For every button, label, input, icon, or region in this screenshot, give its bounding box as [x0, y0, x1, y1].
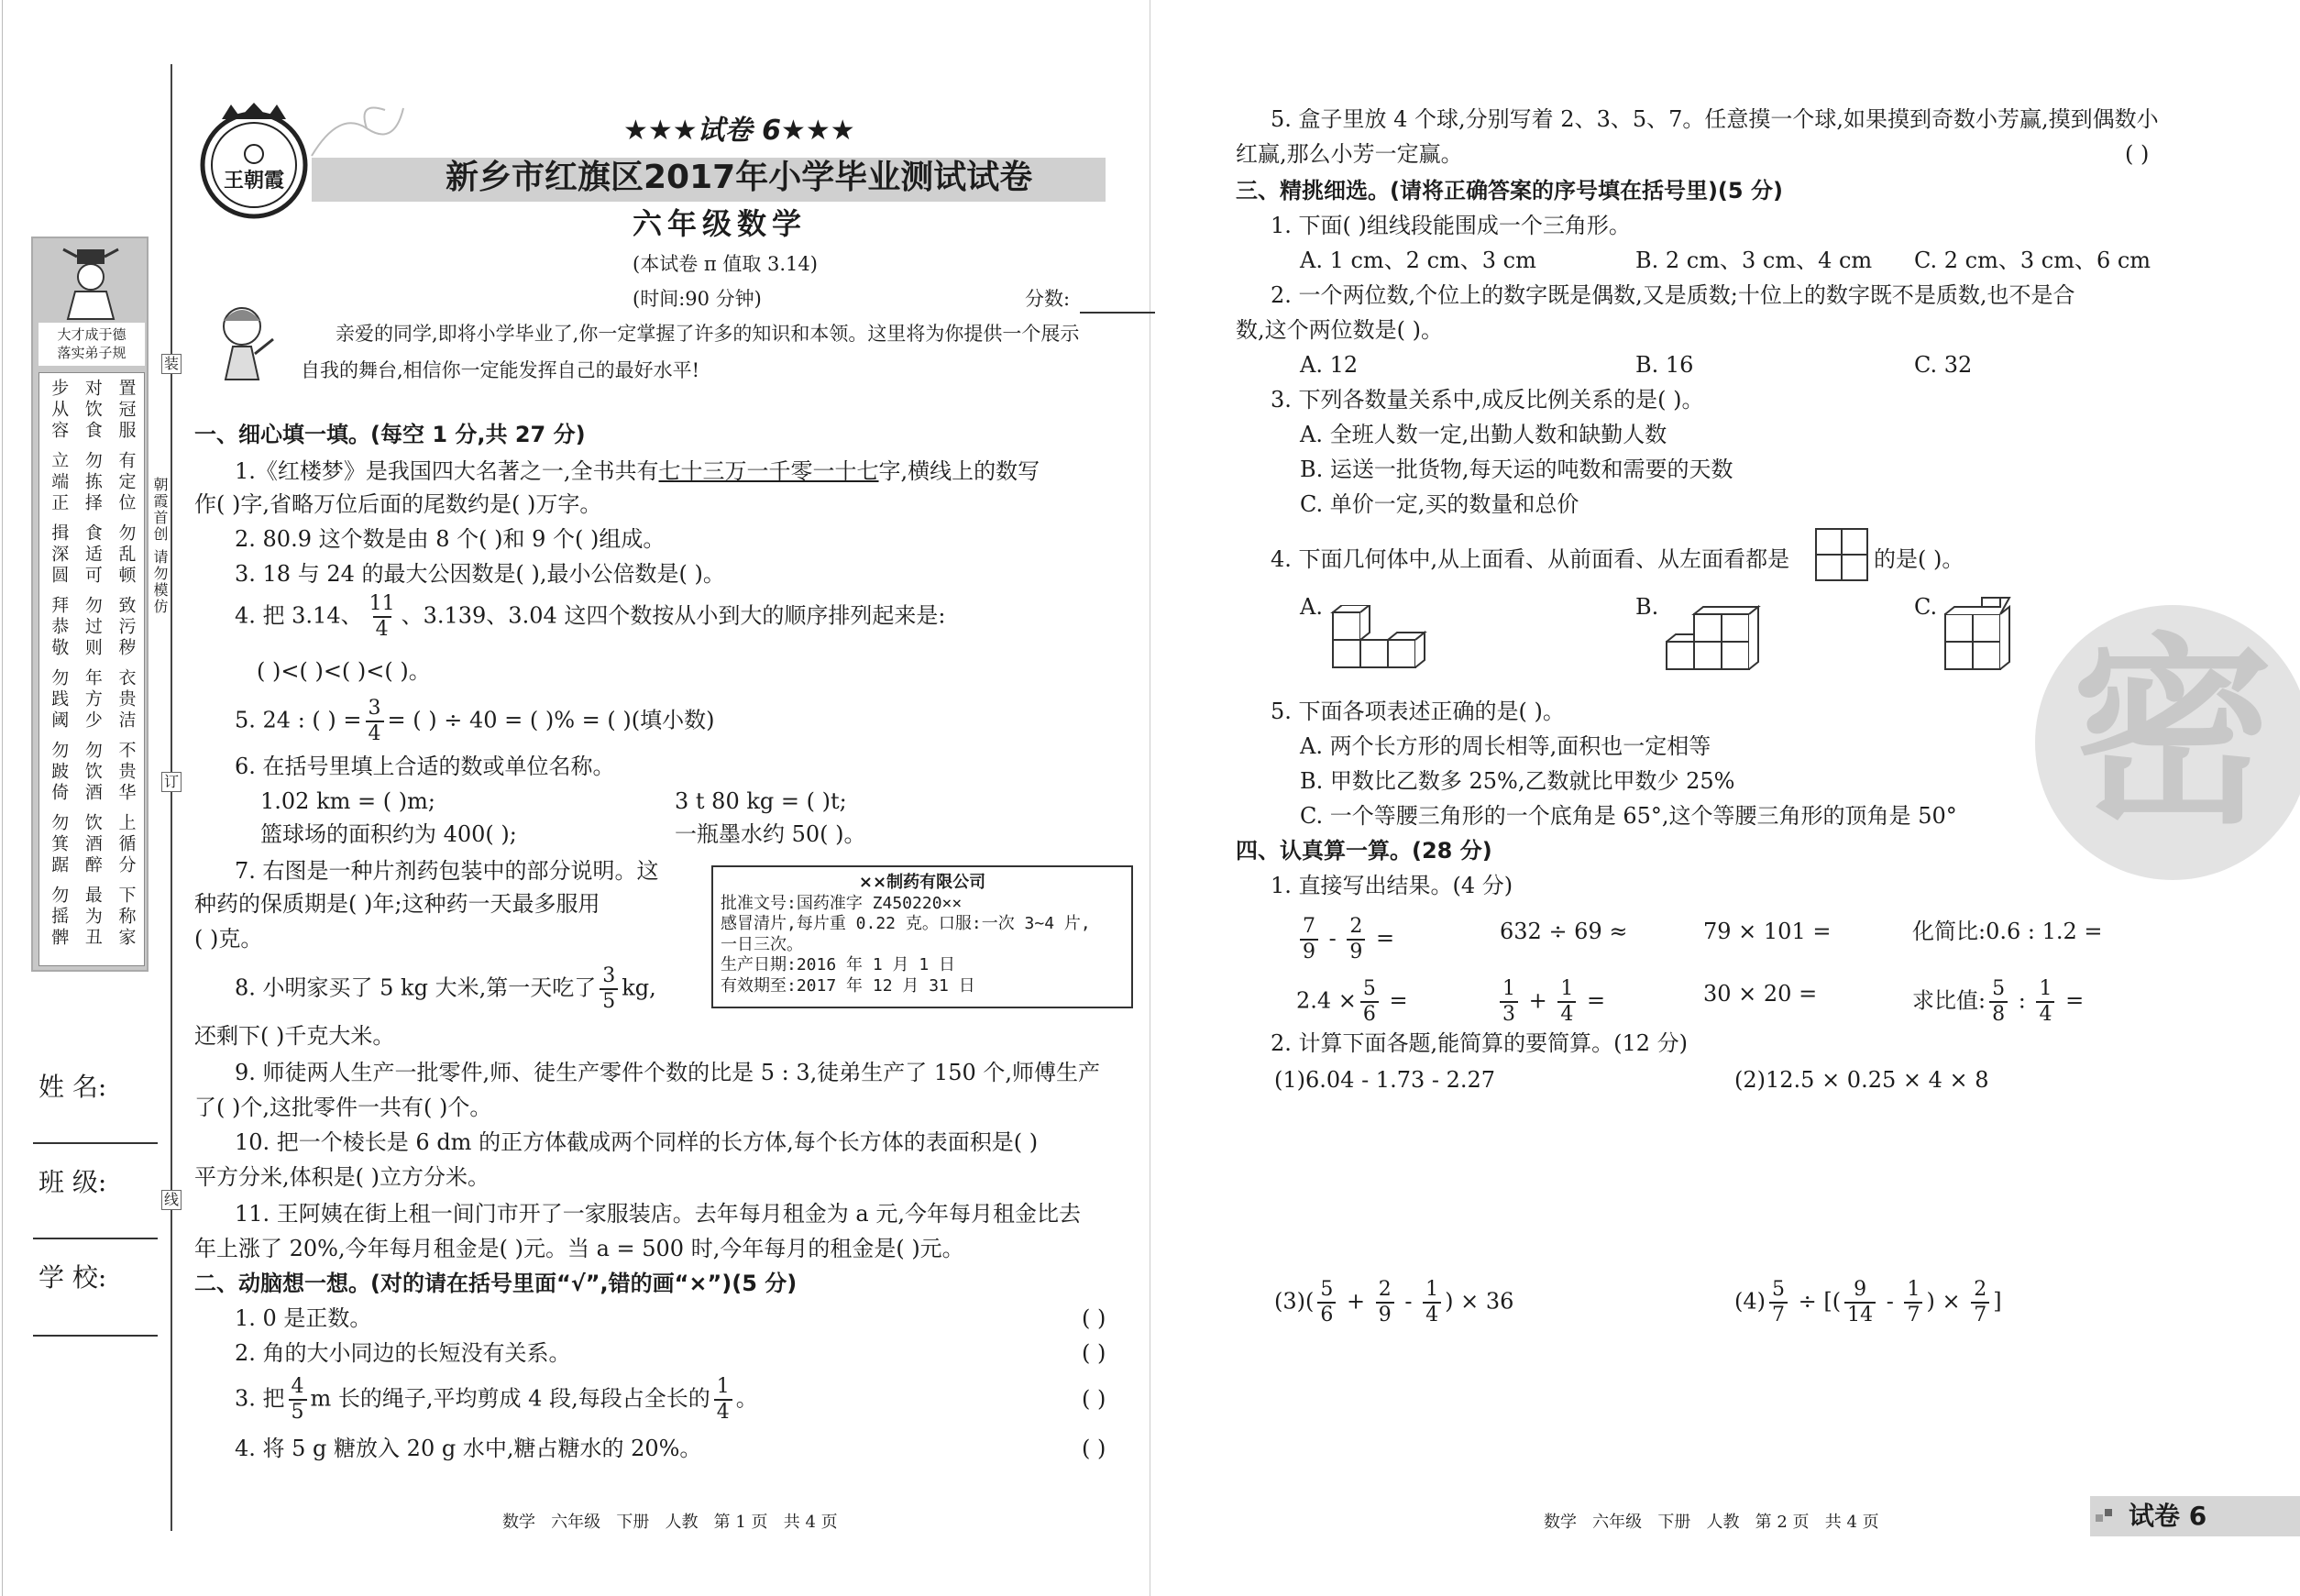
q2[interactable]: 2. 80.9 这个数是由 8 个( )和 9 个( )组成。	[235, 526, 666, 552]
tf-q4-answer[interactable]: ( )	[1082, 1436, 1106, 1461]
r-q5-line1: 5. 盒子里放 4 个球,分别写着 2、3、5、7。任意摸一个球,如果摸到奇数小芳赢,摸到偶数小	[1271, 106, 2159, 132]
rule-col: 致污秽	[116, 596, 137, 659]
calc-e2[interactable]: 632 ÷ 69 ≈	[1500, 919, 1628, 944]
copyright-note: 朝霞首创 请勿模仿	[151, 477, 169, 616]
rule-col: 勿过则	[82, 596, 103, 659]
mc4-option-a[interactable]: A.	[1300, 594, 1323, 620]
section4-title: 四、认真算一算。(28 分)	[1236, 838, 1492, 864]
q7-line2[interactable]: 种药的保质期是( )年;这种药一天最多服用	[194, 891, 600, 917]
name-field-line[interactable]	[33, 1142, 158, 1144]
mc2-option-b[interactable]: B. 16	[1635, 352, 1694, 378]
school-field-line[interactable]	[33, 1335, 158, 1337]
calc-e1[interactable]: $\frac{7}{9}$ - $\frac{2}{9}$ =	[1296, 917, 1394, 963]
mc1-option-c[interactable]: C. 2 cm、3 cm、6 cm	[1914, 248, 2151, 273]
rule-col: 拜恭敬	[49, 596, 70, 659]
q5-fraction: $\frac{3}{4}$	[366, 699, 384, 744]
scholar-figure-icon	[59, 248, 123, 321]
rule-col: 勿乱顿	[116, 523, 137, 587]
calc-part2-title: 2. 计算下面各题,能简算的要简算。(12 分)	[1271, 1030, 1689, 1056]
mc1[interactable]: 1. 下面( )组线段能围成一个三角形。	[1271, 213, 1631, 238]
tf-q3-fraction: $\frac{4}{5}$	[289, 1377, 307, 1423]
calc-p4[interactable]: (4) $\frac{5}{7}$ ÷ [( $\frac{9}{14}$ - $\frac{1}{7}$ ) × $\frac{2}{7}$ ]	[1734, 1278, 2002, 1326]
ribbon-decoration	[303, 101, 413, 165]
q11-line1: 11. 王阿姨在街上租一间门市开了一家服装店。去年每月租金为 a 元,今年每月租金比去	[235, 1201, 1081, 1227]
mc4-tail[interactable]: 的是( )。	[1874, 546, 1964, 572]
q9-line2[interactable]: 了( )个,这批零件一共有( )个。	[194, 1095, 492, 1120]
tf-q3: 3. 把 $\frac{4}{5}$ m 长的绳子,平均剪成 4 段,每段占全长的 $\frac{1}{4}$ 。	[235, 1375, 758, 1424]
q7-line3[interactable]: ( )克。	[194, 926, 263, 952]
q6a[interactable]: 1.02 km = ( )m;	[260, 788, 435, 814]
rule-col: 衣贵洁	[116, 668, 137, 732]
solid-b-icon	[1663, 600, 1782, 673]
tf-q2-answer[interactable]: ( )	[1082, 1340, 1106, 1366]
rule-col: 揖深圆	[49, 523, 70, 587]
mc3-option-a[interactable]: A. 全班人数一定,出勤人数和缺勤人数	[1300, 422, 1667, 447]
q10-line1[interactable]: 10. 把一个棱长是 6 dm 的正方体截成两个同样的长方体,每个长方体的表面积是( )	[235, 1129, 1039, 1155]
rule-col: 最为丑	[82, 886, 103, 949]
q5[interactable]: 5. 24 : ( ) = $\frac{3}{4}$ = ( ) ÷ 40 = ( )% = ( )(填小数)	[235, 697, 715, 745]
subject-title: 六年级数学	[633, 206, 808, 241]
rule-col: 食适可	[82, 523, 103, 587]
rule-col: 有定位	[116, 451, 137, 514]
name-field-label: 姓 名:	[39, 1072, 107, 1102]
q10-line2[interactable]: 平方分米,体积是( )立方分米。	[194, 1164, 490, 1190]
tf-q1: 1. 0 是正数。	[235, 1305, 372, 1331]
school-field-label: 学 校:	[39, 1262, 107, 1293]
binding-mark: 订	[161, 772, 182, 792]
corner-label: 试卷 6	[2129, 1501, 2207, 1531]
solid-a-icon	[1327, 605, 1437, 669]
binding-mark: 装	[161, 354, 182, 374]
rule-col: 勿摇髀	[49, 886, 70, 949]
sidebar-motto: 大才成于德 落实弟子规	[39, 323, 145, 366]
rule-col: 下称家	[116, 886, 137, 949]
score-label: 分数:	[1025, 288, 1071, 310]
calc-e7[interactable]: 30 × 20 =	[1703, 981, 1818, 1007]
mc3[interactable]: 3. 下列各数量关系中,成反比例关系的是( )。	[1271, 387, 1704, 413]
sidebar-rules	[39, 372, 145, 966]
rule-col: 勿拣择	[82, 451, 103, 514]
mc5-option-a[interactable]: A. 两个长方形的周长相等,面积也一定相等	[1300, 733, 1711, 759]
q6d[interactable]: 一瓶墨水约 50( )。	[675, 821, 866, 847]
calc-e5[interactable]: 2.4 × $\frac{5}{6}$ =	[1296, 977, 1408, 1026]
section3-title: 三、精挑细选。(请将正确答案的序号填在括号里)(5 分)	[1236, 178, 1783, 204]
q6b[interactable]: 3 t 80 kg = ( )t;	[675, 788, 847, 814]
mc2-line1: 2. 一个两位数,个位上的数字既是偶数,又是质数;十位上的数字既不是质数,也不是合	[1271, 282, 2075, 308]
q4-line2[interactable]: ( )<( )<( )<( )。	[257, 658, 431, 684]
brand-logo: 王朝霞	[194, 101, 314, 220]
mc4-option-b[interactable]: B.	[1635, 594, 1659, 620]
rule-col: 饮酒醉	[82, 813, 103, 876]
tf-q3-answer[interactable]: ( )	[1082, 1386, 1106, 1412]
footer-right: 数学 六年级 下册 人教 第 2 页 共 4 页	[1544, 1513, 1879, 1532]
mc2-line2[interactable]: 数,这个两位数是( )。	[1236, 317, 1443, 343]
class-field-label: 班 级:	[39, 1167, 107, 1197]
mc3-option-b[interactable]: B. 运送一批货物,每天运的吨数和需要的天数	[1300, 457, 1733, 482]
calc-e4[interactable]: 化简比:0.6 : 1.2 =	[1912, 919, 2103, 944]
mc2-option-a[interactable]: A. 12	[1300, 352, 1359, 378]
mc5[interactable]: 5. 下面各项表述正确的是( )。	[1271, 699, 1565, 724]
footer-left: 数学 六年级 下册 人教 第 1 页 共 4 页	[502, 1513, 838, 1532]
mc3-option-c[interactable]: C. 单价一定,买的数量和总价	[1300, 491, 1579, 517]
mc4-option-c[interactable]: C.	[1914, 594, 1938, 620]
intro-line-2: 自我的舞台,相信你一定能发挥自己的最好水平!	[301, 359, 700, 381]
r-q5-answer[interactable]: ( )	[2125, 141, 2150, 167]
tf-q3-fraction: $\frac{1}{4}$	[714, 1377, 732, 1423]
mc5-option-c[interactable]: C. 一个等腰三角形的一个底角是 65°,这个等腰三角形的顶角是 50°	[1300, 803, 1957, 829]
q3[interactable]: 3. 18 与 24 的最大公因数是( ),最小公倍数是( )。	[235, 561, 725, 587]
rule-col: 立端正	[49, 451, 70, 514]
secret-watermark: 密	[2035, 605, 2300, 880]
rule-col: 置冠服	[116, 379, 137, 442]
section2-title: 二、动脑想一想。(对的请在括号里面“√”,错的画“×”)(5 分)	[194, 1271, 798, 1296]
q11-line2[interactable]: 年上涨了 20%,今年每月租金是( )元。当 a = 500 时,今年每月的租金是( )元。	[194, 1236, 964, 1261]
mc4: 4. 下面几何体中,从上面看、从前面看、从左面看都是	[1271, 546, 1790, 572]
binding-mark: 线	[161, 1190, 182, 1210]
view-shape-icon	[1815, 528, 1870, 583]
score-blank[interactable]	[1080, 312, 1155, 314]
q4-line1: 4. 把 3.14、 $\frac{11}{4}$ 、3.139、3.04 这四个数按从小到大的顺序排列起来是:	[235, 592, 946, 641]
rule-col: 年方少	[82, 668, 103, 732]
mc1-option-a[interactable]: A. 1 cm、2 cm、3 cm	[1300, 248, 1536, 273]
rule-col: 上循分	[116, 813, 137, 876]
rule-col: 对饮食	[82, 379, 103, 442]
pi-note: (本试卷 π 值取 3.14)	[633, 253, 818, 275]
q4-fraction: $\frac{11}{4}$	[369, 592, 395, 641]
calc-e3[interactable]: 79 × 101 =	[1703, 919, 1832, 944]
q8-line2[interactable]: 还剩下( )千克大米。	[194, 1023, 395, 1049]
mc2-option-c[interactable]: C. 32	[1914, 352, 1973, 378]
q1-line2[interactable]: 作( )字,省略万位后面的尾数约是( )万字。	[194, 491, 602, 517]
q6: 6. 在括号里填上合适的数或单位名称。	[235, 754, 615, 779]
mc5-option-b[interactable]: B. 甲数比乙数多 25%,乙数就比甲数少 25%	[1300, 768, 1735, 794]
q1-line1: 1.《红楼梦》是我国四大名著之一,全书共有七十三万一千零一十七字,横线上的数写	[235, 458, 1040, 484]
tf-q2: 2. 角的大小同边的长短没有关系。	[235, 1340, 571, 1366]
rule-col: 勿饮酒	[82, 741, 103, 804]
q9-line1: 9. 师徒两人生产一批零件,师、徒生产零件个数的比是 5 : 3,徒弟生产了 150 个,师傅生产	[235, 1060, 1100, 1085]
q6c[interactable]: 篮球场的面积约为 400( );	[260, 821, 517, 847]
rule-col: 勿跛倚	[49, 741, 70, 804]
calc-p2[interactable]: (2)12.5 × 0.25 × 4 × 8	[1734, 1067, 1989, 1093]
rule-col: 不贵华	[116, 741, 137, 804]
exam-title: 新乡市红旗区2017年小学毕业测试试卷	[446, 159, 1033, 196]
medicine-label-box: ××制药有限公司 批准文号:国药准字 Z450220×× 感冒清片,每片重 0.22 克。口服:一次 3~4 片, 一日三次。 生产日期:2016 年 1 月 1 日 有效期至:2017 年 12 月 31 日	[711, 865, 1133, 1008]
tf-q4: 4. 将 5 g 糖放入 20 g 水中,糖占糖水的 20%。	[235, 1436, 702, 1461]
calc-p1[interactable]: (1)6.04 - 1.73 - 2.27	[1274, 1067, 1496, 1093]
r-q5-line2: 红赢,那么小芳一定赢。	[1236, 141, 1463, 167]
rule-col: 勿践阈	[49, 668, 70, 732]
q7-line1: 7. 右图是一种片剂药包装中的部分说明。这	[235, 858, 659, 884]
class-field-line[interactable]	[33, 1238, 158, 1239]
calc-e6[interactable]: $\frac{1}{3}$ + $\frac{1}{4}$ =	[1496, 979, 1605, 1025]
calc-p3[interactable]: (3)( $\frac{5}{6}$ + $\frac{2}{9}$ - $\frac{1}{4}$ ) × 36	[1274, 1278, 1514, 1326]
section1-title: 一、细心填一填。(每空 1 分,共 27 分)	[194, 422, 586, 447]
calc-part1-title: 1. 直接写出结果。(4 分)	[1271, 873, 1513, 898]
tf-q1-answer[interactable]: ( )	[1082, 1305, 1106, 1331]
corner-squares-icon	[2096, 1507, 2114, 1525]
mc1-option-b[interactable]: B. 2 cm、3 cm、4 cm	[1635, 248, 1873, 273]
paper-number: ★★★试卷 6★★★	[623, 115, 855, 147]
girl-cartoon-icon	[209, 303, 277, 381]
intro-line-1: 亲爱的同学,即将小学毕业了,你一定掌握了许多的知识和本领。这里将为你提供一个展示	[336, 323, 1080, 345]
rule-col: 勿箕踞	[49, 813, 70, 876]
time-note: (时间:90 分钟)	[633, 288, 762, 310]
sidebar-panel	[31, 237, 149, 972]
q8-line1: 8. 小明家买了 5 kg 大米,第一天吃了 $\frac{3}{5}$ kg,	[235, 964, 656, 1013]
rule-col: 步从容	[49, 379, 70, 442]
q8-fraction: $\frac{3}{5}$	[600, 966, 618, 1012]
calc-e8[interactable]: 求比值: $\frac{5}{8}$ : $\frac{1}{4}$ =	[1912, 977, 2085, 1026]
solid-c-icon	[1942, 594, 2033, 673]
